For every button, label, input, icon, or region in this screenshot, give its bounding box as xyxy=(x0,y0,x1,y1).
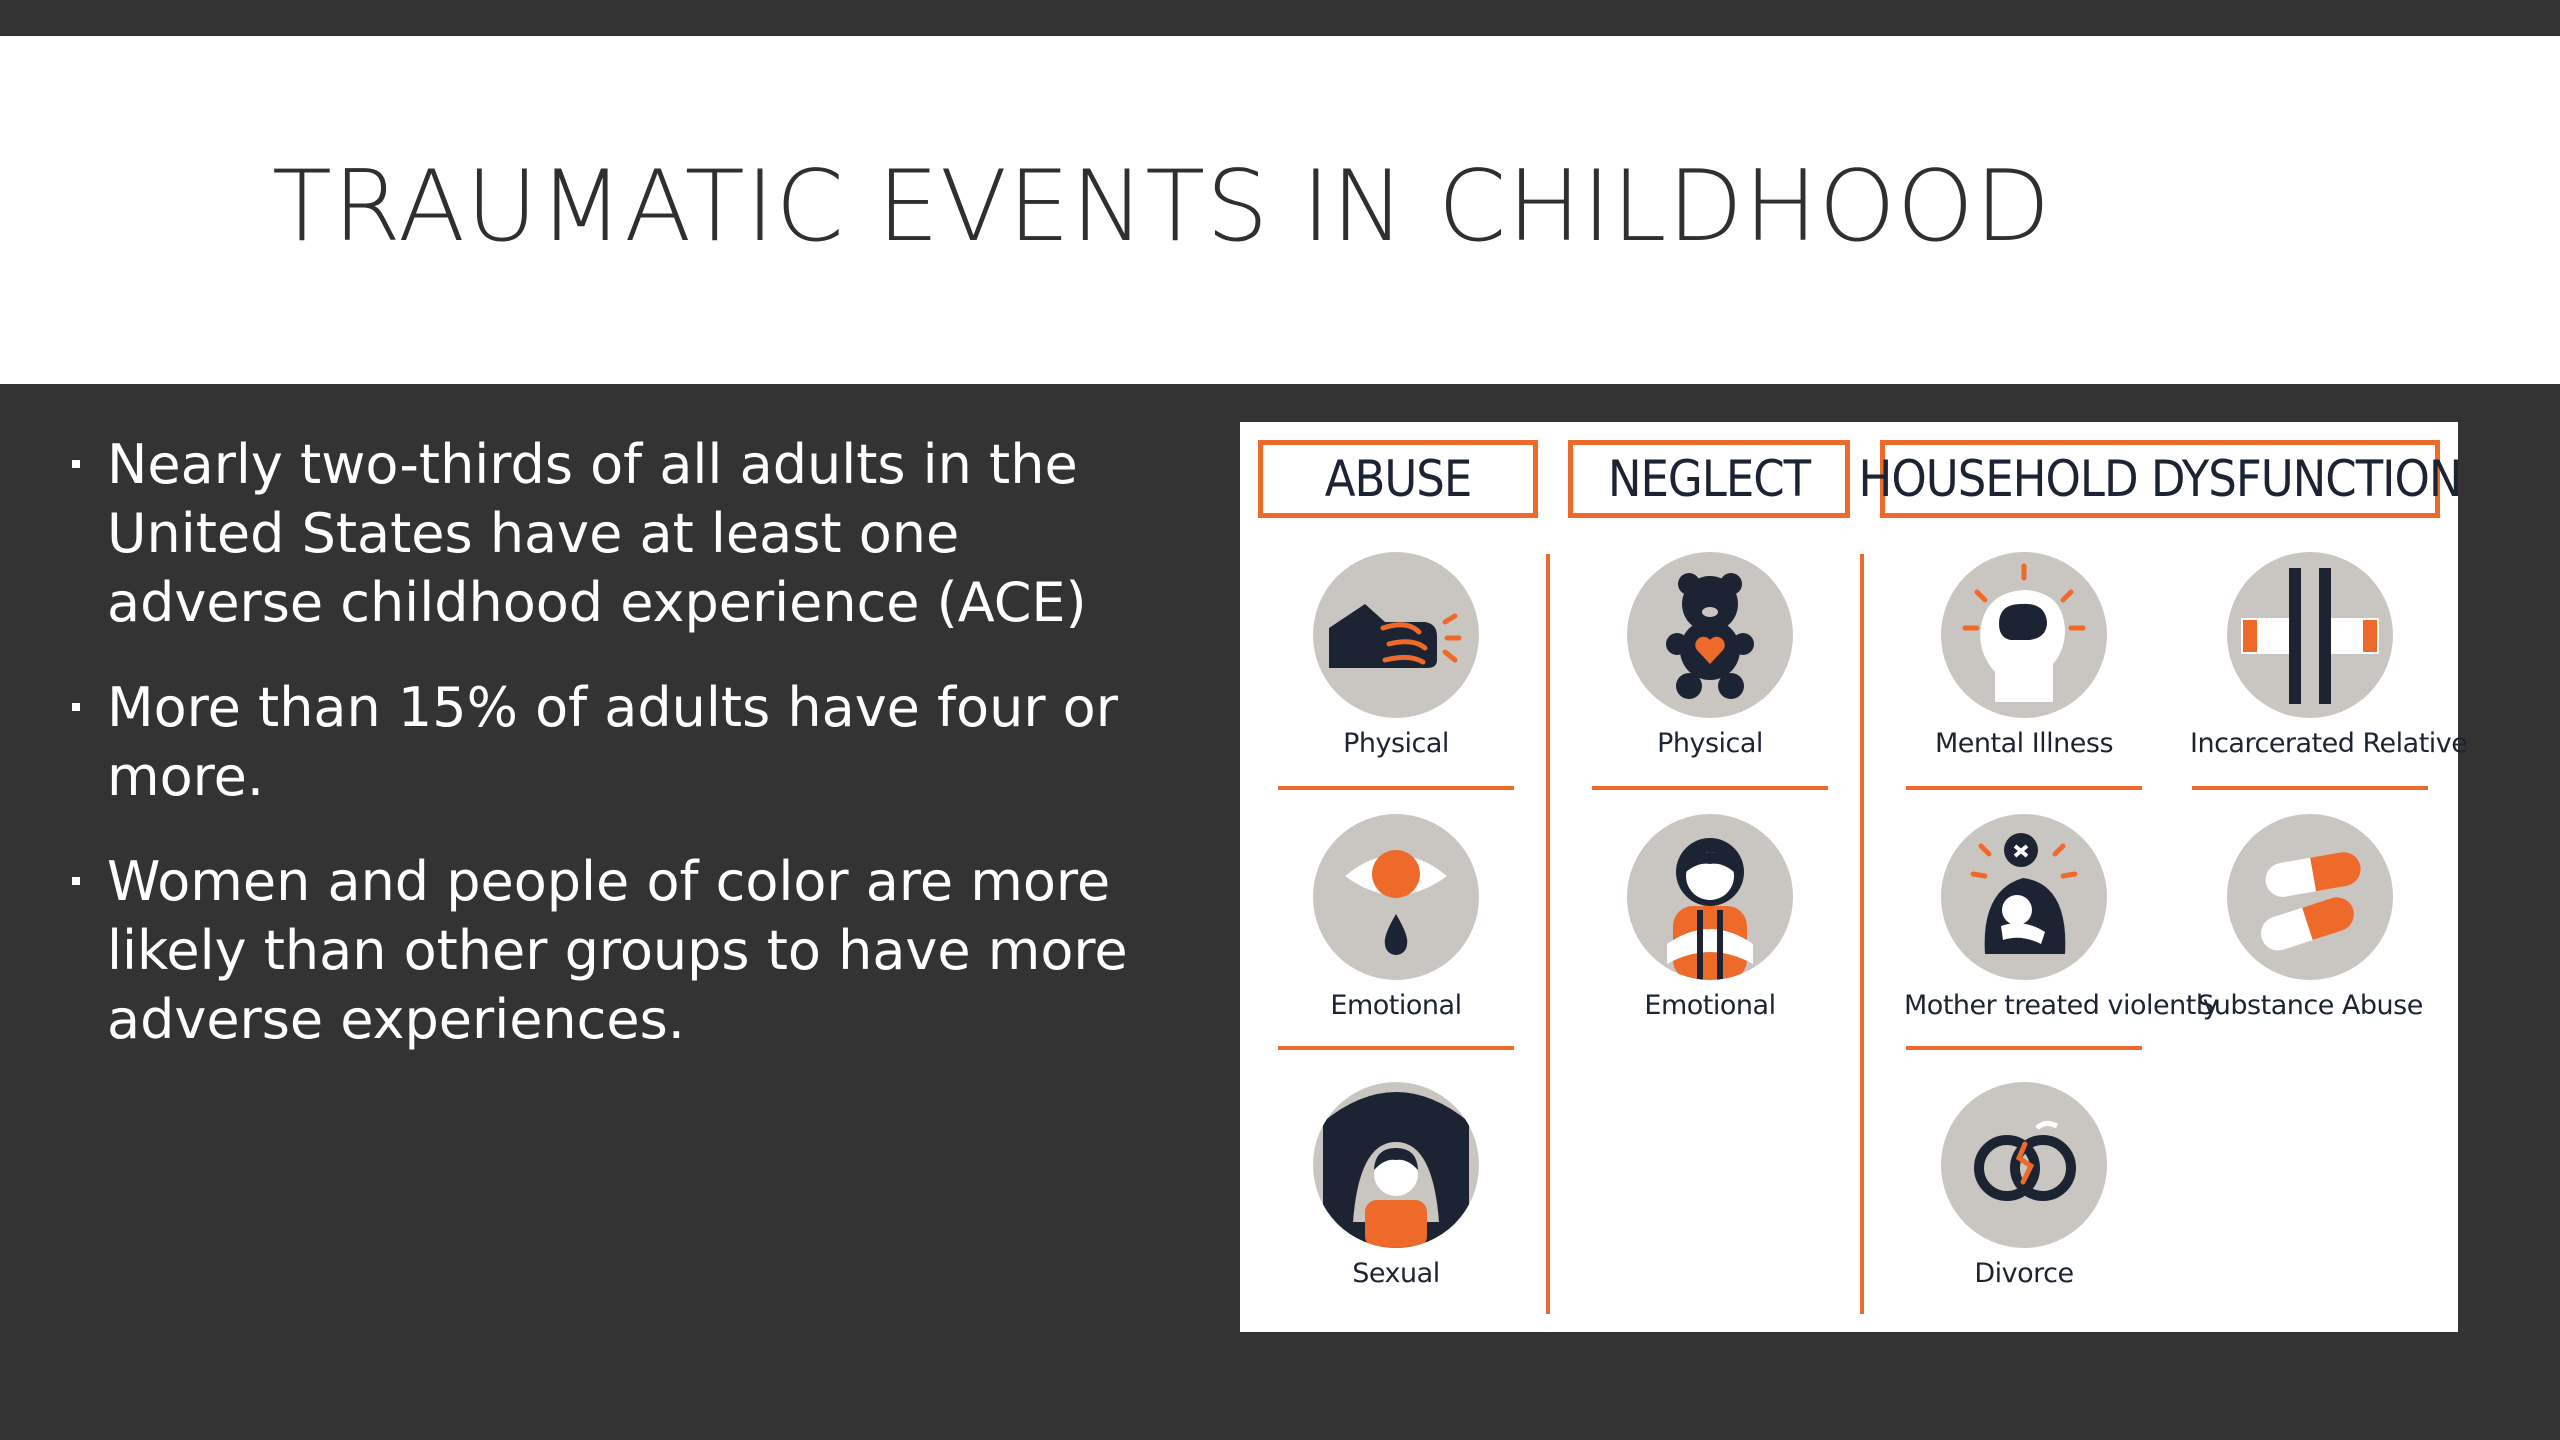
bullet-item xyxy=(62,847,1172,1054)
row-divider xyxy=(2192,786,2428,790)
row-divider xyxy=(1278,786,1514,790)
abuse-emotional-label: Emotional xyxy=(1330,990,1462,1021)
bullet-marker xyxy=(72,703,80,711)
household-mental-illness-label: Mental Illness xyxy=(1934,728,2114,759)
crying-eye-icon xyxy=(1313,814,1479,980)
neglect-physical-label: Physical xyxy=(1657,728,1763,759)
bullet-text: Nearly two-thirds of all adults in the United States have at least one adverse childhood experience (ACE) xyxy=(107,433,1087,634)
household-incarcerated-label: Incarcerated Relative xyxy=(2190,728,2468,759)
bullet-item xyxy=(62,673,1172,811)
bullet-marker xyxy=(72,877,80,885)
abuse-emotional-item xyxy=(1276,814,1516,1021)
bullet-item xyxy=(62,430,1172,637)
ace-infographic xyxy=(1240,422,2468,1332)
abuse-sexual-item xyxy=(1276,1082,1516,1289)
abuse-physical-label: Physical xyxy=(1343,728,1449,759)
header-abuse: ABUSE xyxy=(1258,440,1538,518)
row-divider xyxy=(1906,786,2142,790)
bullet-marker xyxy=(72,460,80,468)
sad-child-icon xyxy=(1627,814,1793,980)
abuse-sexual-label: Sexual xyxy=(1352,1258,1440,1289)
household-substance-label: Substance Abuse xyxy=(2197,990,2423,1021)
row-divider xyxy=(1906,1046,2142,1050)
household-substance-item xyxy=(2190,814,2430,1021)
neglect-physical-item xyxy=(1590,552,1830,759)
head-brain-icon xyxy=(1941,552,2107,718)
pills-icon xyxy=(2227,814,2393,980)
household-mother-violence-item xyxy=(1904,814,2219,1021)
row-divider xyxy=(1278,1046,1514,1050)
household-incarcerated-item xyxy=(2190,552,2468,759)
abuse-physical-item xyxy=(1276,552,1516,759)
mother-child-icon xyxy=(1941,814,2107,980)
teddy-bear-icon xyxy=(1627,552,1793,718)
household-divorce-item xyxy=(1904,1082,2144,1289)
household-divorce-label: Divorce xyxy=(1974,1258,2074,1289)
slide-title: TRAUMATIC EVENTS IN CHILDHOOD xyxy=(272,150,2052,264)
bullet-text: Women and people of color are more likely than other groups to have more adverse experiences. xyxy=(107,850,1128,1051)
header-household-dysfunction: HOUSEHOLD DYSFUNCTION xyxy=(1880,440,2440,518)
household-mother-violence-label: Mother treated violently xyxy=(1904,990,2219,1021)
column-divider xyxy=(1546,554,1550,1314)
broken-rings-icon xyxy=(1941,1082,2107,1248)
hooded-child-icon xyxy=(1313,1082,1479,1248)
fist-icon xyxy=(1313,552,1479,718)
neglect-emotional-label: Emotional xyxy=(1644,990,1776,1021)
jail-bars-icon xyxy=(2227,552,2393,718)
row-divider xyxy=(1592,786,1828,790)
household-mental-illness-item xyxy=(1904,552,2144,759)
neglect-emotional-item xyxy=(1590,814,1830,1021)
header-neglect: NEGLECT xyxy=(1568,440,1850,518)
bullet-list xyxy=(62,430,1172,1090)
top-bar xyxy=(0,0,2560,36)
column-divider xyxy=(1860,554,1864,1314)
bullet-text: More than 15% of adults have four or more. xyxy=(107,676,1118,808)
